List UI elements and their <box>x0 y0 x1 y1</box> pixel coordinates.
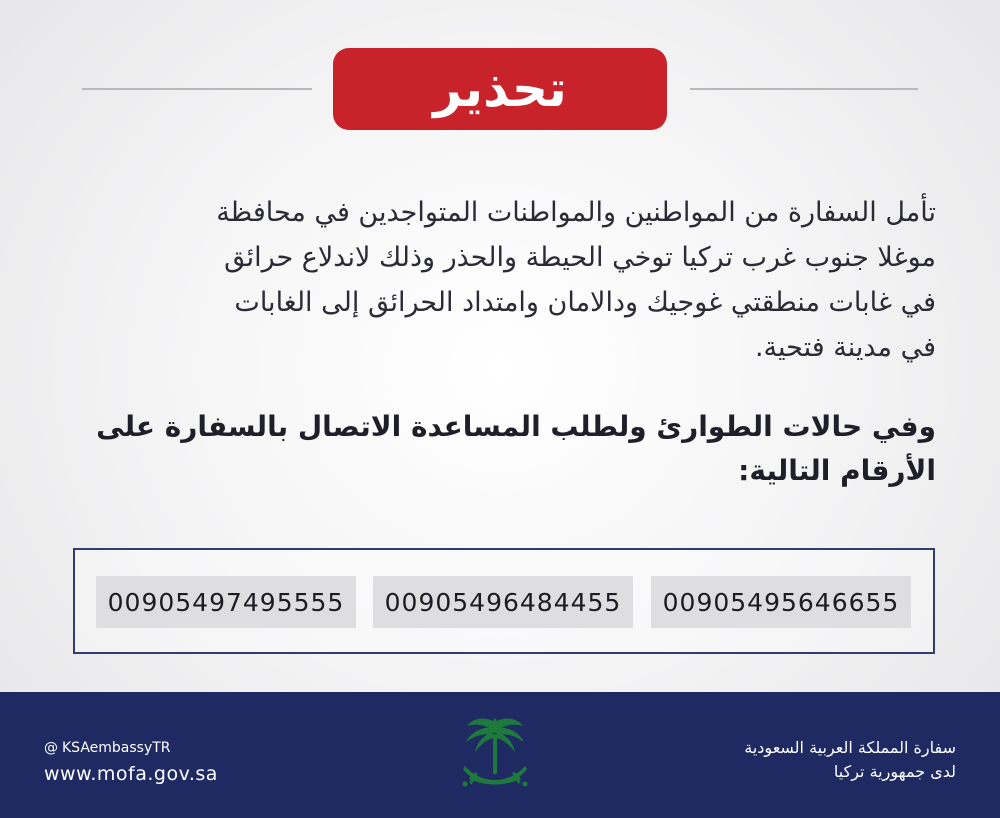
warning-title: تحذير <box>333 48 667 130</box>
phone-number[interactable]: 00905497495555 <box>96 576 356 628</box>
embassy-name-line: لدى جمهورية تركيا <box>833 762 956 781</box>
divider-left <box>82 88 312 90</box>
notice-paragraph <box>70 190 936 370</box>
embassy-name-line: سفارة المملكة العربية السعودية <box>744 738 956 757</box>
embassy-name <box>656 736 956 784</box>
phone-numbers-box <box>73 548 935 654</box>
emergency-line: وفي حالات الطوارئ ولطلب المساعدة الاتصال بالسفارة على <box>96 410 936 443</box>
emergency-line: الأرقام التالية: <box>738 454 936 487</box>
footer-contacts <box>44 738 218 788</box>
phone-number[interactable]: 00905495646655 <box>651 576 911 628</box>
emergency-note <box>70 405 936 493</box>
divider-right <box>690 88 918 90</box>
notice-line: موغلا جنوب غرب تركيا توخي الحيطة والحذر وذلك لاندلاع حرائق <box>224 242 936 273</box>
at-icon: @ <box>44 740 58 756</box>
saudi-emblem-icon <box>455 714 535 800</box>
footer <box>0 692 1000 818</box>
social-handle[interactable] <box>44 738 218 758</box>
title-row <box>0 48 1000 130</box>
notice-line: في غابات منطقتي غوجيك ودالامان وامتداد الحرائق إلى الغابات <box>234 287 936 318</box>
website-link[interactable]: www.mofa.gov.sa <box>44 763 218 785</box>
social-handle-text: KSAembassyTR <box>62 740 171 756</box>
phone-number[interactable]: 00905496484455 <box>373 576 633 628</box>
notice-line: تأمل السفارة من المواطنين والمواطنات المتواجدين في محافظة <box>216 197 936 228</box>
notice-line: في مدينة فتحية. <box>754 332 936 363</box>
